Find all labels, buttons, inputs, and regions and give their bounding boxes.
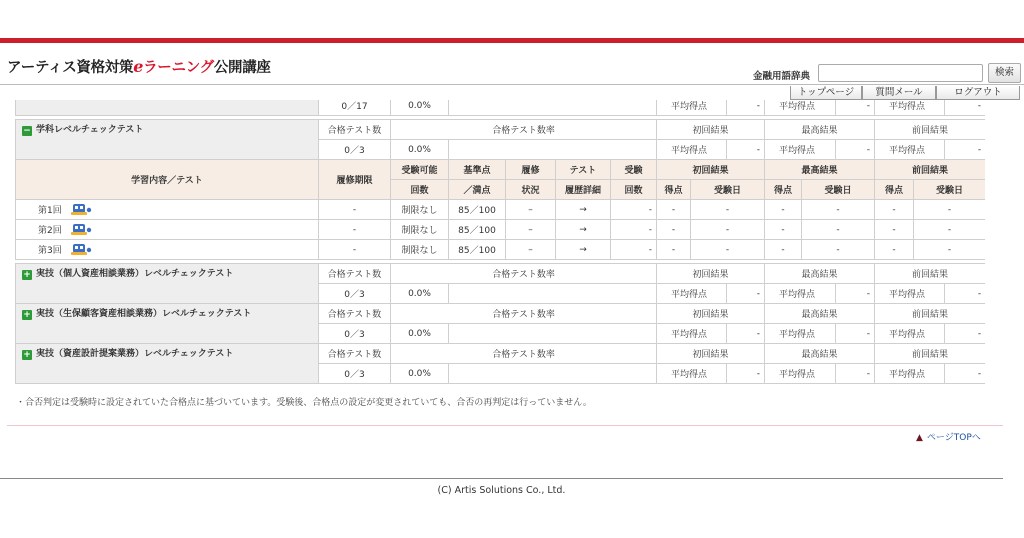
col-content: 学習内容／テスト — [16, 160, 319, 200]
test-link[interactable]: 第3回 — [38, 246, 62, 256]
nav-logout[interactable]: ログアウト — [936, 86, 1020, 100]
section-table: − 学科レベルチェックテスト 合格テスト数 合格テスト数率 初回結果 最高結果 前回結果 0／3 0.0% 平均得点 - 平均得点 - 平均得点 - — [15, 119, 985, 160]
header-divider — [0, 84, 1024, 85]
history-link[interactable]: → — [556, 200, 611, 220]
pass-count: 0／3 — [319, 284, 391, 304]
triangle-up-icon: ▲ — [916, 433, 923, 443]
partial-section-table: 0／17 0.0% 平均得点 - 平均得点 - 平均得点 - — [15, 100, 985, 116]
pass-rate: 0.0% — [391, 100, 449, 116]
pass-rate: 0.0% — [391, 364, 449, 384]
pass-rate: 0.0% — [391, 284, 449, 304]
col-deadline: 履修期限 — [319, 160, 391, 200]
site-header — [0, 43, 1024, 85]
page-top-link[interactable]: ▲ ページTOPへ — [916, 433, 981, 443]
section-title[interactable]: + 実技（個人資産相談業務）レベルチェックテスト — [16, 264, 319, 304]
partial-title-cell — [16, 100, 319, 116]
content-divider — [7, 425, 1003, 426]
course-progress-area — [15, 100, 985, 385]
table-row: 第1回 - 制限なし 85／100 – → - - - - - - - — [16, 200, 986, 220]
search-button[interactable]: 検索 — [988, 63, 1021, 83]
robot-icon[interactable] — [68, 243, 92, 256]
section-title[interactable]: + 実技（資産設計提案業務）レベルチェックテスト — [16, 344, 319, 384]
plus-icon[interactable]: + — [23, 270, 31, 280]
section-title[interactable]: + 実技（生保顧客資産相談業務）レベルチェックテスト — [16, 304, 319, 344]
section-table: + 実技（資産設計提案業務）レベルチェックテスト 合格テスト数 合格テスト数率 初回結果 最高結果 前回結果 0／3 0.0% 平均得点 - 平均得点 - 平均得点 - — [15, 343, 985, 384]
robot-icon[interactable] — [68, 203, 92, 216]
copyright: (C) Artis Solutions Co., Ltd. — [437, 485, 566, 496]
footer-divider — [0, 478, 1003, 479]
table-row: 第3回 - 制限なし 85／100 – → - - - - - - - — [16, 240, 986, 260]
history-link[interactable]: → — [556, 220, 611, 240]
top-nav — [790, 86, 1020, 100]
dictionary-search-input[interactable] — [818, 64, 983, 82]
plus-icon[interactable]: + — [23, 310, 31, 320]
test-link[interactable]: 第2回 — [38, 226, 62, 236]
minus-icon[interactable]: − — [23, 126, 31, 136]
nav-question-mail[interactable]: 質問メール — [862, 86, 936, 100]
pass-count: 0／3 — [319, 364, 391, 384]
section-table: + 実技（個人資産相談業務）レベルチェックテスト 合格テスト数 合格テスト数率 初回結果 最高結果 前回結果 0／3 0.0% 平均得点 - 平均得点 - 平均得点 - — [15, 263, 985, 304]
dictionary-label: 金融用語辞典 — [753, 71, 811, 82]
test-link[interactable]: 第1回 — [38, 206, 62, 216]
nav-top-page[interactable]: トップページ — [790, 86, 862, 100]
pass-rate: 0.0% — [391, 140, 449, 160]
section-table: + 実技（生保顧客資産相談業務）レベルチェックテスト 合格テスト数 合格テスト数率 初回結果 最高結果 前回結果 0／3 0.0% 平均得点 - 平均得点 - 平均得点 - — [15, 303, 985, 344]
plus-icon[interactable]: + — [23, 350, 31, 360]
section-title[interactable]: − 学科レベルチェックテスト — [16, 120, 319, 160]
history-link[interactable]: → — [556, 240, 611, 260]
pass-count: 0／3 — [319, 140, 391, 160]
robot-icon[interactable] — [68, 223, 92, 236]
pass-count: 0／3 — [319, 324, 391, 344]
pass-judgement-note: ・合否判定は受験時に設定されていた合格点に基づいています。受験後、合格点の設定が変更されていても、合否の再判定は行っていません。 — [16, 398, 592, 408]
site-logo[interactable]: アーティス資格対策eラーニング公開講座 — [7, 57, 271, 76]
pass-rate: 0.0% — [391, 324, 449, 344]
pass-count: 0／17 — [319, 100, 391, 116]
table-row: 第2回 - 制限なし 85／100 – → - - - - - - - — [16, 220, 986, 240]
test-detail-table: 学習内容／テスト 履修期限 受験可能 基準点 履修 テスト 受験 初回結果 最高結果 前回結果 回数 ／満点 状況 履歴詳細 回数 得点 受験日 得点 受験日 得点 受験日 第1回 - 制限なし 85／100 – → - - - - - - - 第2回 - 制限なし 85／100 – → - - - - - - - 第3回 - 制限なし 85／100 – → - - - - - - - — [15, 159, 985, 260]
